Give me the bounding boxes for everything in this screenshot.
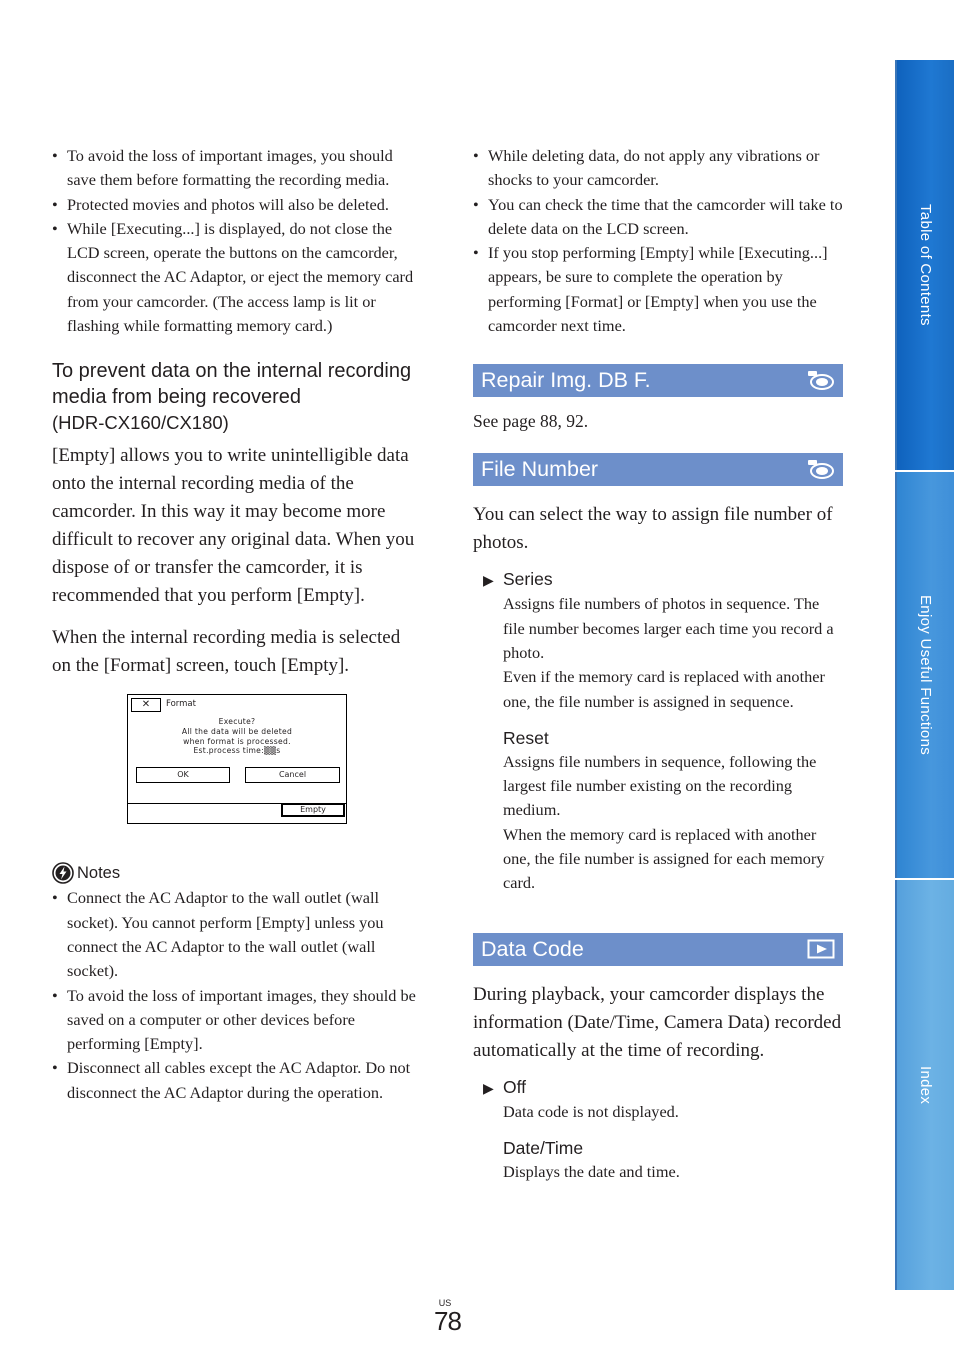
subheading-models: (HDR-CX160/CX180): [52, 412, 229, 434]
ok-button: OK: [136, 767, 230, 783]
section-title: File Number: [481, 457, 599, 482]
photo-mode-icon: [807, 458, 835, 480]
tab-label: Table of Contents: [917, 204, 934, 326]
list-item: • While deleting data, do not apply any vibrations or shocks to your camcorder.: [473, 144, 843, 193]
option-name: Date/Time: [503, 1137, 584, 1158]
default-arrow-icon: ▶: [483, 1079, 494, 1096]
list-item: • Disconnect all cables except the AC Adaptor. Do not disconnect the AC Adaptor during the operation.: [52, 1056, 422, 1105]
option-reset: [483, 726, 843, 896]
format-caution-list: [52, 144, 422, 338]
page-number: [434, 1298, 461, 1335]
tab-label: Index: [917, 1065, 934, 1105]
data-code-intro: During playback, your camcorder displays the information (Date/Time, Camera Data) recorded automatically at the time of recording.: [473, 983, 842, 1061]
repair-img-db-heading: [473, 364, 843, 397]
dialog-line: Est.process time:▒▒s: [193, 746, 281, 756]
tab-table-of-contents[interactable]: [895, 60, 954, 470]
option-description: Assigns file numbers in sequence, following the largest file number existing on the recording medium.: [503, 751, 817, 820]
tab-index[interactable]: [895, 880, 954, 1290]
section-subheading: [52, 358, 422, 436]
notes-title: Notes: [77, 863, 121, 882]
empty-description: [Empty] allows you to write unintelligible data onto the internal recording media of the camcorder. In this way it may become more difficult to recover any original data. When you dispose of or transfer the camcorder, it is recommended that you perform [Empty].: [52, 445, 415, 607]
section-title: Data Code: [481, 936, 584, 961]
dialog-title: Format: [166, 699, 196, 710]
option-series: [483, 567, 843, 713]
right-column: [473, 144, 843, 1184]
list-item: • While [Executing...] is displayed, do not close the LCD screen, operate the buttons on the camcorder, disconnect the AC Adaptor, or eject the memory card from your camcorder. (The access lamp is lit or flashing while formatting memory card.): [52, 217, 422, 338]
empty-button: Empty: [281, 803, 345, 817]
list-item: • To avoid the loss of important images, you should save them before formatting the recording media.: [52, 144, 422, 193]
option-description: Displays the date and time.: [503, 1161, 680, 1181]
option-date-time: [483, 1136, 843, 1184]
cancel-button: Cancel: [245, 767, 340, 783]
section-title: Repair Img. DB F.: [481, 368, 651, 393]
option-description: Data code is not displayed.: [503, 1101, 679, 1121]
repair-text: See page 88, 92.: [473, 411, 589, 432]
subheading-text: To prevent data on the internal recording media from being recovered: [52, 360, 412, 409]
default-arrow-icon: ▶: [483, 572, 494, 589]
dialog-line: Execute?: [218, 717, 256, 727]
list-item: • Connect the AC Adaptor to the wall outlet (wall socket). You cannot perform [Empty] unless you connect the AC Adaptor to the wall outlet (wall socket).: [52, 886, 422, 983]
dialog-message: [128, 717, 346, 755]
empty-instruction: When the internal recording media is selected on the [Format] screen, touch [Empty].: [52, 627, 401, 677]
list-item: • If you stop performing [Empty] while [Executing...] appears, be sure to complete the operation by performing [Format] or [Empty] when you use the camcorder next time.: [473, 241, 843, 338]
notes-icon: [52, 862, 74, 884]
list-item: • To avoid the loss of important images, they should be saved on a computer or other devices before performing [Empty].: [52, 984, 422, 1057]
data-code-heading: [473, 933, 843, 966]
tab-label: Enjoy Useful Functions: [917, 594, 934, 755]
option-name: Reset: [503, 727, 549, 748]
playback-icon: [807, 938, 835, 960]
option-name: ▶ Off: [483, 1075, 843, 1100]
option-description: Even if the memory card is replaced with another one, the file number is assigned in sequence.: [503, 667, 825, 711]
format-dialog-illustration: [127, 694, 347, 824]
option-description: When the memory card is replaced with another one, the file number is assigned for each memory card.: [503, 824, 825, 893]
left-column: [52, 144, 422, 1105]
close-icon: ✕: [131, 698, 161, 712]
list-item: • Protected movies and photos will also be deleted.: [52, 193, 422, 217]
tab-enjoy-useful-functions[interactable]: [895, 472, 954, 878]
option-off: [483, 1075, 843, 1124]
notes-list: [52, 886, 422, 1105]
file-number-heading: [473, 453, 843, 486]
option-name: ▶ Series: [483, 567, 843, 592]
dialog-line: All the data will be deleted: [181, 726, 293, 736]
dialog-line: when format is processed.: [183, 736, 291, 746]
photo-mode-icon: [807, 369, 835, 391]
page-region: US: [438, 1298, 452, 1308]
notes-heading: [52, 862, 422, 884]
list-item: • You can check the time that the camcorder will take to delete data on the LCD screen.: [473, 193, 843, 242]
page-number-value: 78: [434, 1306, 461, 1336]
empty-caution-list: [473, 144, 843, 338]
file-number-intro: You can select the way to assign file number of photos.: [473, 504, 833, 554]
option-description: Assigns file numbers of photos in sequence. The file number becomes larger each time you record a photo.: [503, 594, 834, 662]
